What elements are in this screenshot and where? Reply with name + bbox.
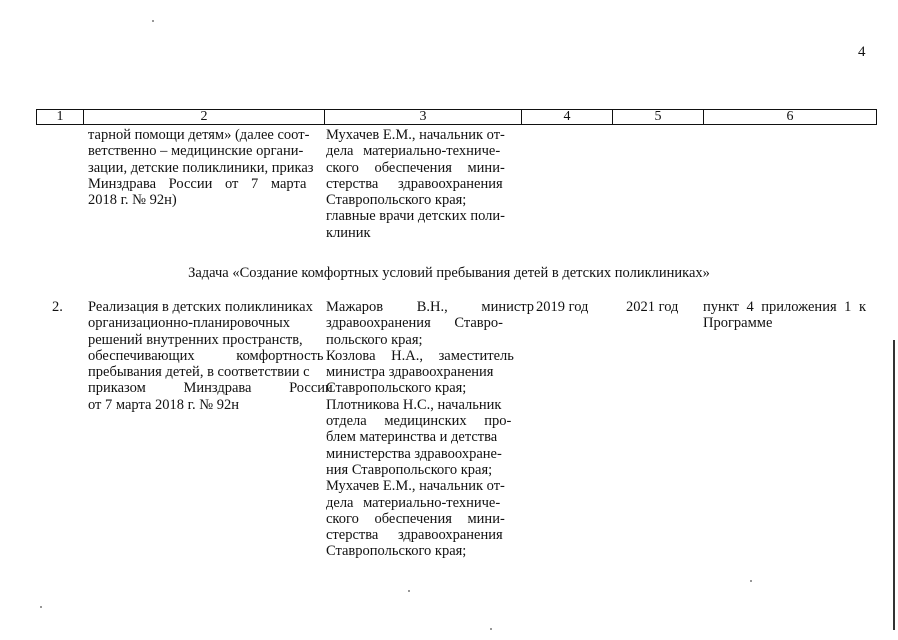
text-line: дела материально-техниче- xyxy=(326,143,501,160)
continuation-responsible xyxy=(326,127,512,241)
row-description xyxy=(88,299,333,413)
page-number: 4 xyxy=(858,44,866,60)
text-line: министра здравоохранения xyxy=(326,364,494,381)
text-line: Мухачев Е.М., начальник от- xyxy=(326,478,505,495)
start-year: 2019 год xyxy=(536,299,589,315)
text-line: 2018 г. № 92н) xyxy=(88,192,177,209)
text-line: клиник xyxy=(326,224,371,241)
text-line: дела материально-техниче- xyxy=(326,494,501,511)
header-col-2: 2 xyxy=(84,110,325,125)
text-line: решений внутренних пространств, xyxy=(88,331,303,348)
text-line: Реализация в детских поликлиниках xyxy=(88,299,313,315)
header-col-4: 4 xyxy=(522,110,613,125)
column-number-header xyxy=(36,109,877,125)
scan-speck xyxy=(750,580,752,582)
text-line: Мухачев Е.М., начальник от- xyxy=(326,127,505,143)
text-line: организационно-планировочных xyxy=(88,315,291,332)
text-line: ния Ставропольского края; xyxy=(326,461,493,478)
header-col-6: 6 xyxy=(704,110,877,125)
row-responsible xyxy=(326,299,535,560)
text-line: Мажаров В.Н., министр xyxy=(326,299,535,315)
header-col-1: 1 xyxy=(37,110,84,125)
task-heading: Задача «Создание комфортных условий пребывания детей в детских поликлиниках» xyxy=(188,265,710,281)
text-line: стерства здравоохранения xyxy=(326,175,503,192)
text-line: тарной помощи детям» (далее соот- xyxy=(88,127,310,143)
text-line: Козлова Н.А., заместитель xyxy=(326,347,514,364)
scan-speck xyxy=(40,606,42,608)
text-line: польского края; xyxy=(326,331,423,348)
scan-edge-line xyxy=(893,340,895,630)
text-line: Ставропольского края; xyxy=(326,380,467,397)
text-line: отдела медицинских про- xyxy=(326,413,512,430)
text-line: обеспечивающих комфортность xyxy=(88,347,324,364)
text-line: стерства здравоохранения xyxy=(326,527,503,544)
text-line: министерства здравоохране- xyxy=(326,445,502,462)
header-col-3: 3 xyxy=(325,110,522,125)
text-line: приказом Минздрава России xyxy=(88,380,333,397)
text-line: Плотникова Н.С., начальник xyxy=(326,396,502,413)
scan-speck xyxy=(408,590,410,592)
text-line: ветственно – медицинские органи- xyxy=(88,143,304,160)
text-line: Минздрава России от 7 марта xyxy=(88,175,307,192)
text-line: Ставропольского края; xyxy=(326,192,467,209)
text-line: зации, детские поликлиники, приказ xyxy=(88,159,314,176)
text-line: от 7 марта 2018 г. № 92н xyxy=(88,396,239,413)
text-line: ского обеспечения мини- xyxy=(326,510,505,527)
header-col-5: 5 xyxy=(613,110,704,125)
text-line: блем материнства и детства xyxy=(326,429,498,446)
text-line: ского обеспечения мини- xyxy=(326,159,505,176)
end-year: 2021 год xyxy=(626,299,679,315)
text-line: главные врачи детских поли- xyxy=(326,208,506,225)
row-number: 2. xyxy=(52,299,63,315)
text-line: Ставропольского края; xyxy=(326,543,467,560)
text-line: пребывания детей, в соответствии с xyxy=(88,364,310,381)
scan-speck xyxy=(490,628,492,630)
program-reference: пункт 4 приложения 1 к Программе xyxy=(703,299,866,332)
continuation-description xyxy=(88,127,317,208)
text-line: здравоохранения Ставро- xyxy=(326,315,503,332)
scan-speck xyxy=(152,20,154,22)
